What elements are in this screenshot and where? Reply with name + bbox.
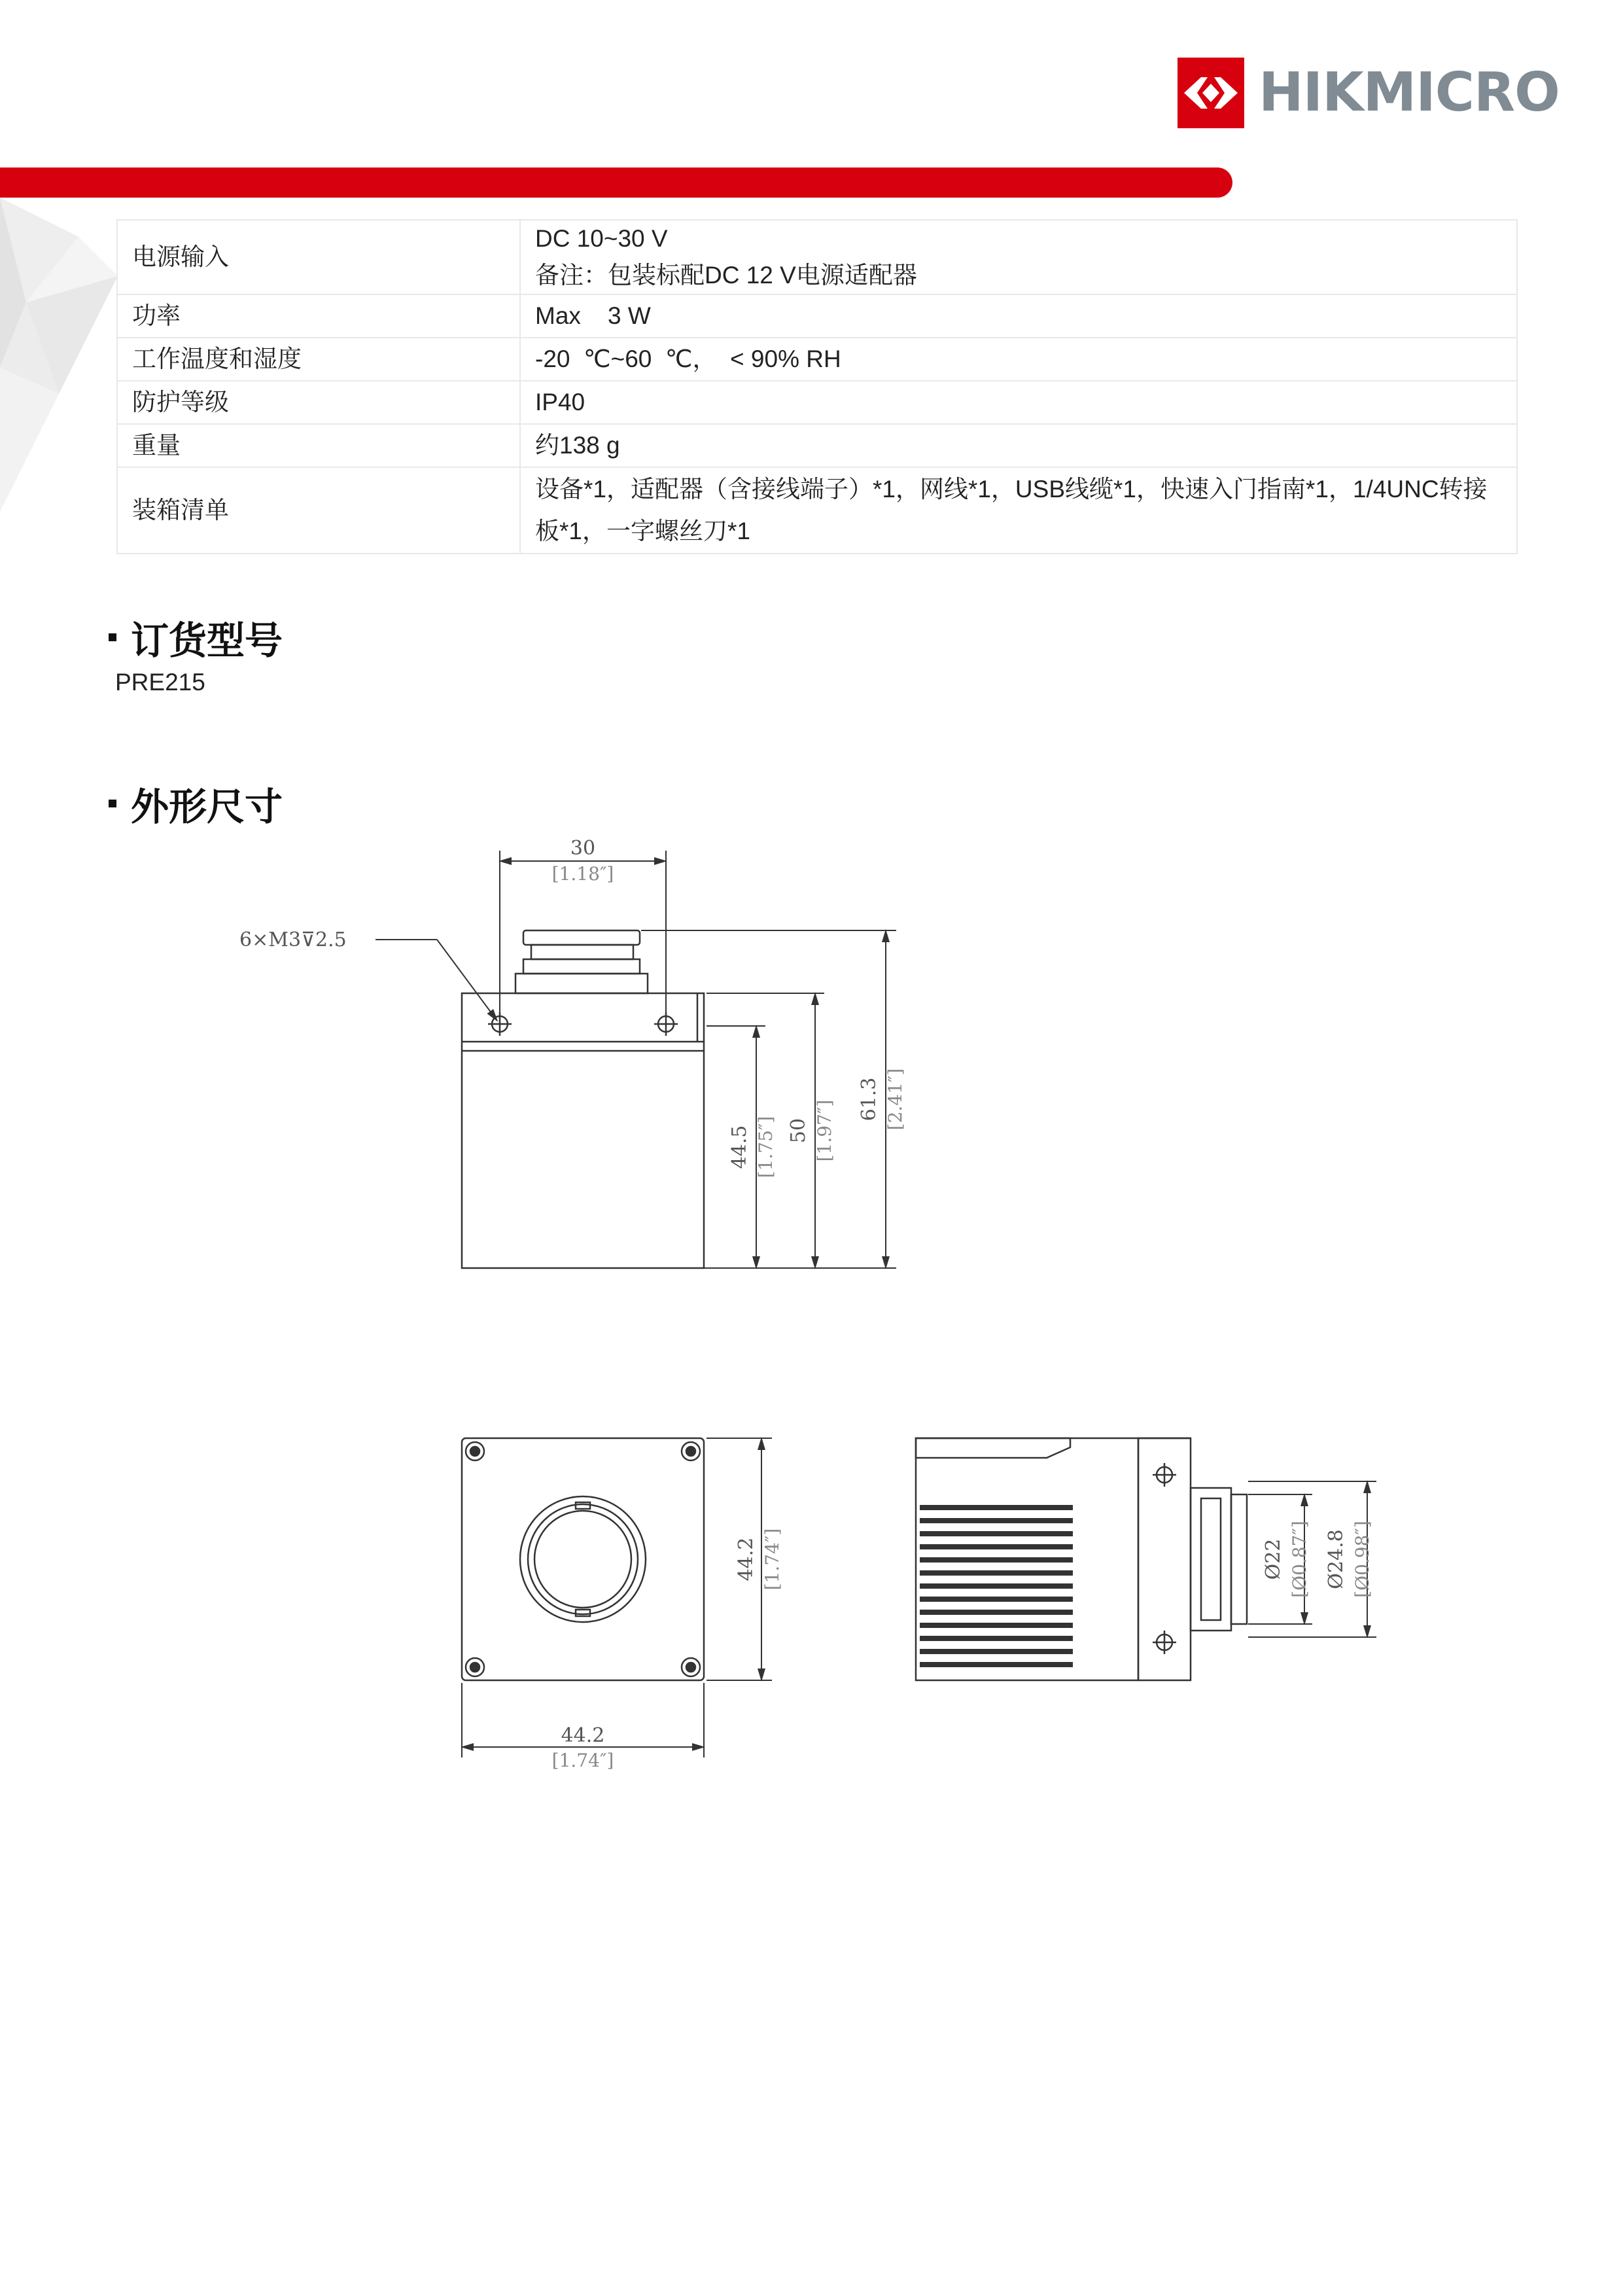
back-height-inch-label: [1.74″] — [761, 1528, 783, 1591]
spec-value-line: 设备*1，适配器（含接线端子）*1，网线*1，USB线缆*1，快速入门指南*1，1/4UNC转接 — [535, 476, 1488, 503]
spec-value-line: 约138 g — [535, 432, 620, 459]
screw-note-label: 6×M3⊽2.5 — [239, 928, 347, 951]
front-view-dimensions — [375, 851, 896, 1268]
brand-name: HIKMICRO — [1259, 62, 1560, 124]
height-1-inch-label: [1.75″] — [755, 1116, 777, 1178]
height-2-label: 50 — [787, 1118, 810, 1144]
height-3-label: 61.3 — [858, 1077, 881, 1122]
diameter-2-label: Ø24.8 — [1325, 1529, 1348, 1589]
back-view — [462, 1438, 704, 1680]
spec-value-line: Max 3 W — [535, 302, 651, 329]
spec-label: 防护等级 — [117, 381, 520, 424]
back-height-label: 44.2 — [735, 1537, 758, 1581]
ordering-title: 订货型号 — [131, 620, 283, 662]
model-number: PRE215 — [115, 669, 205, 696]
height-1-label: 44.5 — [728, 1125, 751, 1169]
spec-value-line: -20 ℃~60 ℃， < 90% RH — [535, 345, 841, 372]
front-width-inch-label: [1.18″] — [551, 863, 614, 885]
spec-value-line: IP40 — [535, 389, 585, 415]
height-2-inch-label: [1.97″] — [814, 1099, 835, 1162]
side-view-fins — [920, 1505, 1073, 1667]
back-view-dimensions — [462, 1438, 772, 1757]
diameter-1-inch-label: [Ø0.87″] — [1289, 1521, 1310, 1598]
front-width-label: 30 — [570, 837, 596, 860]
height-3-inch-label: [2.41″] — [884, 1068, 906, 1131]
spec-value-line: DC 10~30 V — [535, 225, 668, 252]
spec-label: 装箱清单 — [117, 467, 520, 554]
diameter-2-inch-label: [Ø0.98″] — [1352, 1521, 1373, 1598]
front-view — [462, 930, 704, 1268]
spec-value-line: 板*1，一字螺丝刀*1 — [535, 518, 750, 544]
spec-label: 工作温度和湿度 — [117, 338, 520, 381]
back-width-inch-label: [1.74″] — [551, 1750, 614, 1771]
back-width-label: 44.2 — [561, 1724, 605, 1747]
spec-label: 电源输入 — [117, 220, 520, 294]
dimensions-title: 外形尺寸 — [131, 786, 283, 828]
spec-label: 功率 — [117, 294, 520, 338]
diameter-1-label: Ø22 — [1262, 1538, 1285, 1580]
spec-label: 重量 — [117, 424, 520, 467]
spec-value-line: 备注：包装标配DC 12 V电源适配器 — [535, 262, 917, 289]
